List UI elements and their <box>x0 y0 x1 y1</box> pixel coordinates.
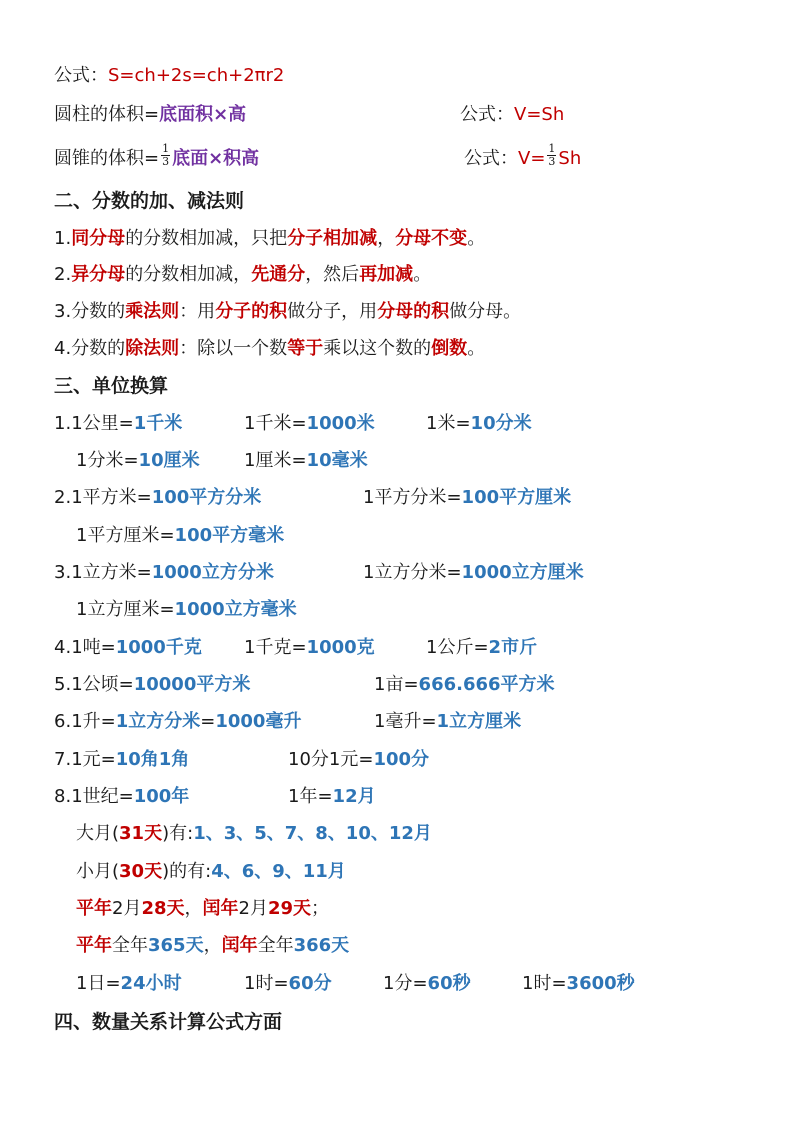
cone-volume-line <box>54 141 582 174</box>
text: )有: <box>162 823 194 844</box>
unit-pair <box>374 670 555 700</box>
unit-value: 1000米 <box>306 413 375 434</box>
unit-value: 100平方分米 <box>151 487 262 508</box>
unit-line-1b <box>76 446 368 476</box>
keyword: 平年 <box>76 935 112 956</box>
unit-line-5 <box>54 670 555 700</box>
unit-line-1 <box>54 409 532 439</box>
unit-left: 1立方厘米= <box>76 599 175 620</box>
unit-pair <box>244 446 368 476</box>
big-month-line <box>76 819 432 849</box>
year-days-line <box>76 931 349 961</box>
section-3-heading: 三、单位换算 <box>54 375 169 397</box>
text: 全年 <box>112 935 148 956</box>
keyword: 分子的积 <box>215 301 288 322</box>
unit-line-2b <box>76 521 284 551</box>
unit-left: 1立方分米= <box>363 562 462 583</box>
keyword: 30天 <box>119 861 163 882</box>
unit-left: 1世纪= <box>71 786 134 807</box>
unit-left: 1亩= <box>374 674 419 695</box>
unit-value: 100年 <box>133 786 190 807</box>
text: ； <box>311 898 330 919</box>
unit-left: 1千米= <box>244 413 307 434</box>
text: 。 <box>467 228 486 249</box>
unit-left: 1公顷= <box>71 674 134 695</box>
keyword: 29天 <box>267 898 312 919</box>
item-number: 1. <box>54 228 72 249</box>
item-number: 2. <box>54 487 72 508</box>
keyword: 再加减 <box>359 264 414 285</box>
unit-value: 666.666平方米 <box>418 674 555 695</box>
keyword: 28天 <box>141 898 185 919</box>
unit-left: 1公里= <box>71 413 134 434</box>
text: ， <box>203 935 222 956</box>
fraction-rule-3 <box>54 297 521 327</box>
small-month-line <box>76 857 346 887</box>
text: 分数的 <box>71 301 126 322</box>
keyword: 同分母 <box>71 228 126 249</box>
cylinder-label: 圆柱的体积= <box>54 104 160 125</box>
text: 大月( <box>76 823 120 844</box>
unit-left: 1年= <box>288 786 333 807</box>
unit-left: 1升= <box>71 711 116 732</box>
fraction-rule-2 <box>54 260 431 290</box>
unit-pair <box>244 409 375 439</box>
text: 的分数相加减，只把 <box>125 228 288 249</box>
surface-formula: S=ch+2s=ch+2πr2 <box>108 65 285 86</box>
item-number: 1. <box>54 413 72 434</box>
cylinder-formula-value: V=Sh <box>514 104 565 125</box>
item-number: 5. <box>54 674 72 695</box>
unit-line-3 <box>54 558 584 588</box>
item-number: 7. <box>54 749 72 770</box>
unit-left: 1分米= <box>76 450 139 471</box>
cylinder-formula <box>460 100 564 130</box>
unit-pair <box>374 707 521 737</box>
text: ，然后 <box>305 264 360 285</box>
unit-left: 1吨= <box>71 637 116 658</box>
unit-value: 365天 <box>148 935 204 956</box>
unit-value: 10毫米 <box>306 450 368 471</box>
text: 乘以这个数的 <box>323 338 432 359</box>
unit-left: 1厘米= <box>244 450 307 471</box>
keyword: 乘法则 <box>125 301 180 322</box>
unit-left: 1时= <box>244 973 289 994</box>
unit-left: 1平方厘米= <box>76 525 175 546</box>
formula-prefix: 公式： <box>464 148 518 169</box>
unit-value: 60分 <box>288 973 332 994</box>
equals-sign: = <box>200 711 216 732</box>
item-number: 8. <box>54 786 72 807</box>
text: ：除以一个数 <box>179 338 288 359</box>
unit-left: 1千克= <box>244 637 307 658</box>
fraction-rule-1 <box>54 224 485 254</box>
item-number: 3. <box>54 562 72 583</box>
unit-line-8 <box>54 782 376 812</box>
unit-pair <box>426 633 537 663</box>
fraction-denominator: 3 <box>162 154 170 168</box>
unit-line-4 <box>54 633 538 663</box>
fraction-one-third <box>547 143 556 168</box>
unit-left: 1分= <box>383 973 428 994</box>
unit-value: 60秒 <box>427 973 471 994</box>
unit-value: 10厘米 <box>138 450 200 471</box>
item-number: 4. <box>54 338 72 359</box>
unit-value: 1000毫升 <box>215 711 302 732</box>
cylinder-volume-line <box>54 100 565 130</box>
text: 的分数相加减， <box>125 264 252 285</box>
surface-formula-line <box>54 61 284 91</box>
unit-left: 1元= <box>71 749 116 770</box>
text: )的有: <box>162 861 212 882</box>
february-line <box>76 894 329 924</box>
text: 做分母。 <box>449 301 522 322</box>
unit-left: 1平方米= <box>71 487 152 508</box>
unit-left: 1时= <box>522 973 567 994</box>
unit-value: 1000克 <box>306 637 375 658</box>
unit-value: 2市斤 <box>488 637 538 658</box>
unit-value: 1000千克 <box>115 637 202 658</box>
keyword: 等于 <box>287 338 324 359</box>
keyword: 31天 <box>119 823 163 844</box>
fraction-numerator: 1 <box>548 141 556 155</box>
unit-pair <box>426 409 532 439</box>
item-number: 2. <box>54 264 72 285</box>
cylinder-value: 底面积×高 <box>159 104 247 125</box>
cone-formula-a: V= <box>518 148 546 169</box>
cone-formula-b: Sh <box>558 148 582 169</box>
unit-value: 366天 <box>293 935 350 956</box>
formula-prefix: 公式： <box>54 65 108 86</box>
text: 。 <box>467 338 486 359</box>
cone-value: 底面×积高 <box>172 148 260 169</box>
time-units-line <box>76 969 635 999</box>
section-2-heading: 二、分数的加、减法则 <box>54 190 245 212</box>
fraction-numerator: 1 <box>162 141 170 155</box>
unit-line-6 <box>54 707 522 737</box>
keyword: 闰年 <box>202 898 239 919</box>
text: ：用 <box>179 301 216 322</box>
section-4-heading: 四、数量关系计算公式方面 <box>54 1011 283 1033</box>
unit-pair <box>288 782 376 812</box>
unit-value: 10分米 <box>470 413 532 434</box>
text: 小月( <box>76 861 120 882</box>
keyword: 除法则 <box>125 338 180 359</box>
keyword: 先通分 <box>251 264 306 285</box>
fraction-denominator: 3 <box>548 154 556 168</box>
keyword: 分母的积 <box>377 301 450 322</box>
unit-value: 1千米 <box>133 413 183 434</box>
unit-pair <box>522 969 635 999</box>
unit-value: 1000立方厘米 <box>461 562 584 583</box>
keyword: 平年 <box>76 898 112 919</box>
unit-line-2 <box>54 483 572 513</box>
unit-value: 4、6、9、11月 <box>211 861 346 882</box>
unit-left: 1公斤= <box>426 637 489 658</box>
cone-label: 圆锥的体积= <box>54 148 160 169</box>
unit-value: 24小时 <box>120 973 182 994</box>
text: ， <box>377 228 396 249</box>
text: 2月 <box>112 898 142 919</box>
unit-pair <box>363 483 571 513</box>
keyword: 倒数 <box>431 338 468 359</box>
unit-value: 1立方分米 <box>115 711 201 732</box>
unit-value: 1、3、5、7、8、10、12月 <box>193 823 432 844</box>
unit-left: 1立方米= <box>71 562 152 583</box>
cone-formula <box>464 141 582 174</box>
text: 。 <box>413 264 432 285</box>
item-number: 3. <box>54 301 72 322</box>
formula-prefix: 公式： <box>460 104 514 125</box>
unit-left: 10分1元= <box>288 749 374 770</box>
unit-pair <box>244 969 332 999</box>
text: 做分子，用 <box>287 301 378 322</box>
unit-value: 1000立方毫米 <box>174 599 297 620</box>
unit-value: 12月 <box>332 786 376 807</box>
unit-left: 1平方分米= <box>363 487 462 508</box>
unit-pair <box>363 558 584 588</box>
unit-line-7 <box>54 745 430 775</box>
unit-pair <box>383 969 471 999</box>
unit-value: 100平方毫米 <box>174 525 285 546</box>
unit-left: 1日= <box>76 973 121 994</box>
unit-left: 1米= <box>426 413 471 434</box>
unit-value: 1立方厘米 <box>436 711 522 732</box>
unit-value: 100平方厘米 <box>461 487 572 508</box>
item-number: 6. <box>54 711 72 732</box>
unit-line-3b <box>76 595 297 625</box>
keyword: 闰年 <box>221 935 258 956</box>
unit-pair <box>244 633 375 663</box>
keyword: 异分母 <box>71 264 126 285</box>
unit-value: 10000平方米 <box>133 674 251 695</box>
unit-value: 100分 <box>373 749 430 770</box>
fraction-rule-4 <box>54 334 485 364</box>
unit-value: 1000立方分米 <box>151 562 274 583</box>
text: ， <box>184 898 203 919</box>
text: 分数的 <box>71 338 126 359</box>
text: 2月 <box>238 898 268 919</box>
unit-value: 10角1角 <box>115 749 190 770</box>
item-number: 4. <box>54 637 72 658</box>
text: 全年 <box>257 935 294 956</box>
unit-pair <box>288 745 429 775</box>
unit-left: 1毫升= <box>374 711 437 732</box>
unit-value: 3600秒 <box>566 973 635 994</box>
keyword: 分子相加减 <box>287 228 378 249</box>
keyword: 分母不变 <box>395 228 468 249</box>
fraction-one-third <box>161 143 170 168</box>
